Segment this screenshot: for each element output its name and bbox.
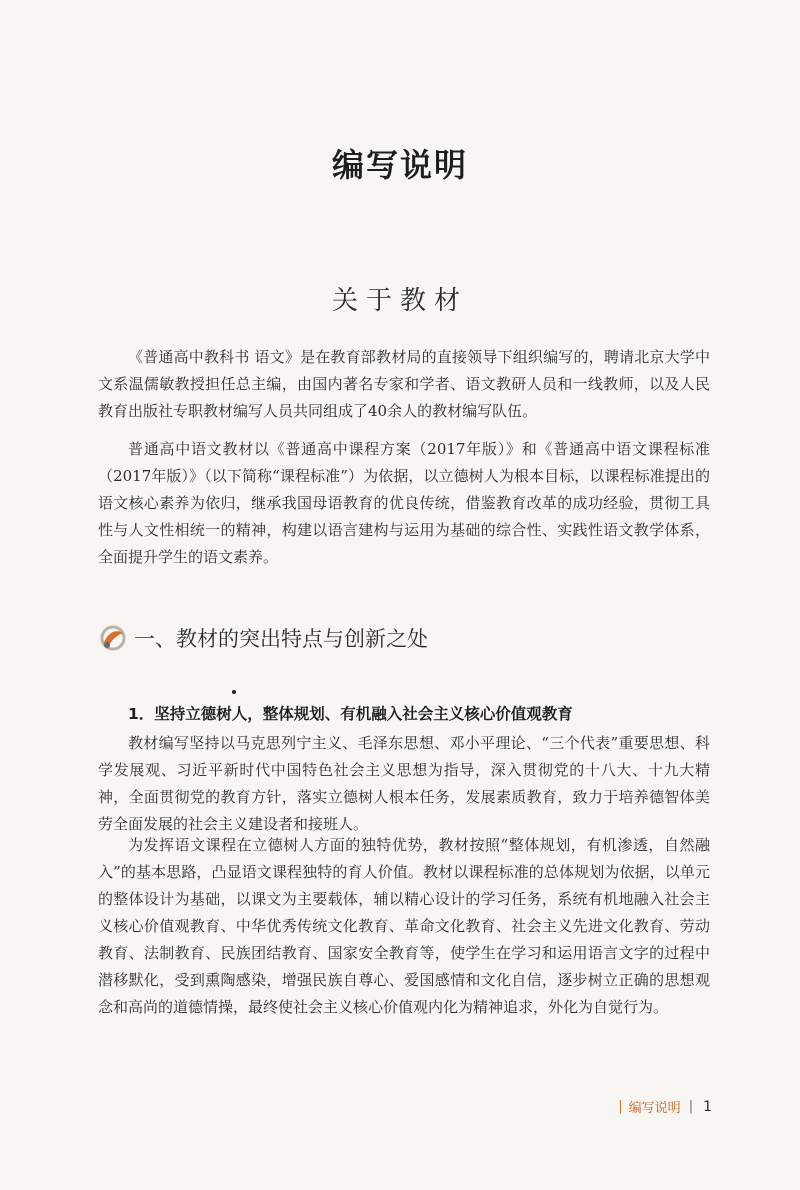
intro-paragraph-2: 普通高中语文教材以《普通高中课程方案（2017年版）》和《普通高中语文课程标准（2017年版）》（以下简称“课程标准”）为依据，以立德树人为根本目标，以课程标准提出的语文核心素养为依归，继承我国母语教育的优良传统，借鉴教育改革的成功经验，贯彻工具性与人文性相统一的精神，构建以语言建构与运用为基础的综合性、实践性语文教学体系，全面提升学生的语文素养。 xyxy=(98,440,710,566)
section-paragraph-1: 教材编写坚持以马克思列宁主义、毛泽东思想、邓小平理论、“三个代表”重要思想、科学发展观、习近平新时代中国特色社会主义思想为指导，深入贯彻党的十八大、十九大精神，全面贯彻党的教育方针，落实立德树人根本任务，发展素质教育，致力于培养德智体美劳全面发展的社会主义建设者和接班人。 xyxy=(98,734,710,833)
page-footer xyxy=(612,1097,712,1116)
subsection-heading: 1．坚持立德树人，整体规划、有机融入社会主义核心价值观教育 xyxy=(128,705,573,723)
page-title: 编写说明 xyxy=(331,146,468,184)
ink-speck xyxy=(232,690,236,694)
footer-divider-left: | xyxy=(618,1099,623,1114)
section-paragraph-2: 为发挥语文课程在立德树人方面的独特优势，教材按照“整体规划，有机渗透，自然融入”的基本思路，凸显语文课程独特的育人价值。教材以课程标准的总体规划为依据，以单元的整体设计为基础，以课文为主要载体，辅以精心设计的学习任务，系统有机地融入社会主义核心价值观教育、中华优秀传统文化教育、革命文化教育、社会主义先进文化教育、劳动教育、法制教育、民族团结教育、国家安全教育等，使学生在学习和运用语言文字的过程中潜移默化，受到熏陶感染，增强民族自尊心、爱国感情和文化自信，逐步树立正确的思想观念和高尚的道德情操，最终使社会主义核心价值观内化为精神追求，外化为自觉行为。 xyxy=(98,836,710,1016)
footer-label: 编写说明 xyxy=(628,1101,681,1116)
brush-stroke-icon xyxy=(98,623,128,653)
section-heading xyxy=(98,620,428,656)
section-heading-text: 一、教材的突出特点与创新之处 xyxy=(134,627,428,651)
footer-divider-right: | xyxy=(688,1099,694,1114)
intro-paragraph-1: 《普通高中教科书 语文》是在教育部教材局的直接领导下组织编写的，聘请北京大学中文系温儒敏教授担任总主编，由国内著名专家和学者、语文教研人员和一线教师，以及人民教育出版社专职教材编写人员共同组成了40余人的教材编写队伍。 xyxy=(98,348,710,420)
section-subtitle: 关于教材 xyxy=(331,286,468,316)
page-number: 1 xyxy=(703,1098,712,1115)
